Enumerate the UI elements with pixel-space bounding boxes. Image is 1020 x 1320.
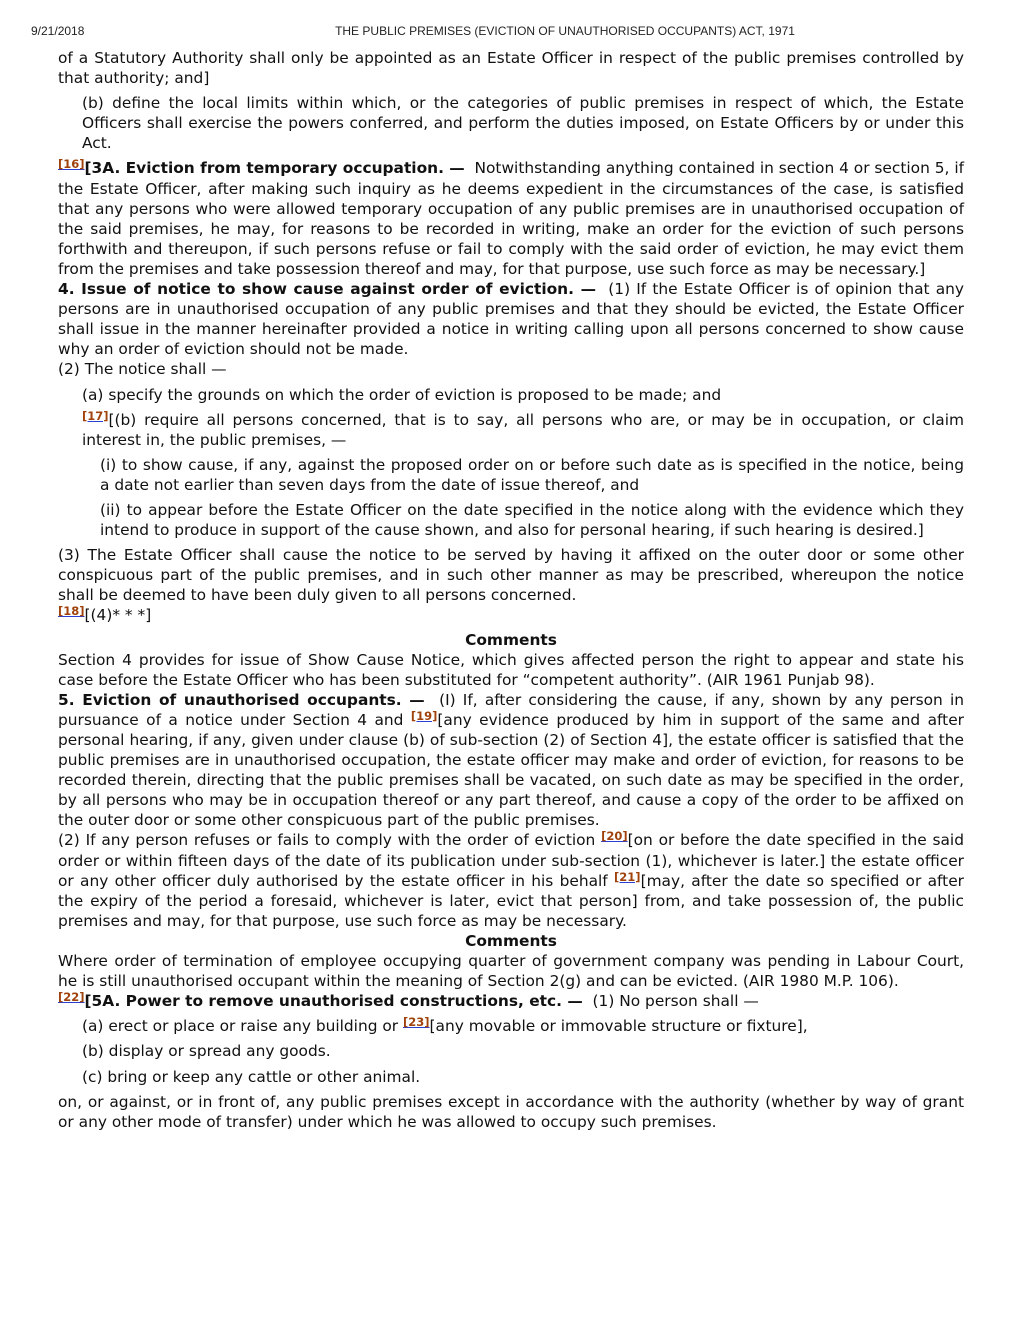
section-3a-text: Notwithstanding anything contained in section 4 or section 5, if the Estate Officer, after making such inquiry as he deems expedient in the circumstances of the case, is satisfied that any persons who were allowed temporary occupation of any public premises are in unauthorised occupation of the said premises, he may, for reasons to be recorded in writing, make an order for the eviction of such persons forthwith and thereupon, if such persons refuse or fail to comply with the said order of eviction, he may evict them from the premises and take possession thereof and may, for that purpose, use such force as may be necessary.] bbox=[58, 159, 965, 278]
footnote-18 bbox=[58, 604, 85, 618]
comments-heading: Comments bbox=[465, 931, 557, 950]
section-5-sub2: (2) If any person refuses or fails to comply with the order of eviction [20][on or before the date specified in the said order or within fifteen days of the date of its publication under sub-section (1), whichever is later.] the estate officer or any other officer duly authorised by the estate officer in his behalf [21][may, after the date so specified or after the expiry of the period a foresaid, whichever is later, evict that person] from, and take possession of, the public premises and may, for that purpose, use such force as may be necessary. bbox=[58, 829, 964, 930]
footnote-link-21[interactable]: [21] bbox=[614, 869, 641, 884]
footnote-22 bbox=[58, 990, 85, 1004]
section-4-subclause-ii: (ii) to appear before the Estate Officer on the date specified in the notice along with the evidence which they intend to produce in support of the cause shown, and also for personal hearing, if such hearing is desired.] bbox=[100, 500, 964, 540]
section-5a: [22][5A. Power to remove unauthorised constructions, etc. — (1) No person shall — bbox=[58, 990, 759, 1011]
section-5a-tail: on, or against, or in front of, any public premises except in accordance with the authority (whether by way of grant or any other mode of transfer) under which he was allowed to occupy such premises. bbox=[58, 1092, 964, 1131]
section-5a-clause-b: (b) display or spread any goods. bbox=[82, 1042, 331, 1061]
section-5: 5. Eviction of unauthorised occupants. — (I) If, after considering the cause, if any, shown by any person in pursuance of a notice under Section 4 and [19][any evidence produced by him in support of the same and after personal hearing, if any, given under clause (b) of sub-section (2) of Section 4], the estate officer is satisfied that the public premises are in unauthorised occupation, the estate officer may make and order of eviction, for reasons to be recorded therein, directing that the public premises shall be vacated, on such date as may be specified in the order, by all persons who may be in occupation thereof or any part thereof, and cause a copy of the order to be affixed on the outer door or some other conspicuous part of the public premises. bbox=[58, 690, 964, 830]
footnote-23 bbox=[403, 1015, 430, 1029]
footnote-17 bbox=[82, 409, 109, 423]
section-4-heading: 4. Issue of notice to show cause against order of eviction. — bbox=[58, 280, 596, 299]
print-date: 9/21/2018 bbox=[31, 24, 85, 38]
section-5a-clause-c: (c) bring or keep any cattle or other animal. bbox=[82, 1067, 421, 1086]
footnote-link-17[interactable]: [17] bbox=[82, 408, 109, 423]
footnote-link-23[interactable]: [23] bbox=[403, 1015, 430, 1030]
section-4 bbox=[58, 279, 964, 359]
page-header bbox=[0, 24, 1020, 40]
footnote-link-19[interactable]: [19] bbox=[410, 708, 438, 723]
section-4-sub3: (3) The Estate Officer shall cause the notice to be served by having it affixed on the outer door or some other conspicuous part of the public premises, and in such other manner as may be prescribed, whereupon the notice shall be deemed to have been duly given to all persons concerned. bbox=[58, 546, 964, 605]
section-4-sub4: [18][(4)* * *] bbox=[58, 604, 152, 625]
footnote-19 bbox=[411, 709, 438, 723]
section-3a bbox=[58, 158, 964, 279]
footnote-link-18[interactable]: [18] bbox=[58, 604, 85, 619]
footnote-20 bbox=[601, 829, 628, 843]
footnote-21 bbox=[614, 870, 641, 884]
comments-text: Where order of termination of employee occupying quarter of government company was pending in Labour Court, he is still unauthorised occupant within the meaning of Section 2(g) and can be evicted. (AIR 1980 M.P. 106). bbox=[58, 952, 964, 991]
document-body bbox=[58, 48, 964, 1132]
comments-text: Section 4 provides for issue of Show Cause Notice, which gives affected person the right to appear and state his case before the Estate Officer who has been substituted for “competent authority”. (AIR 1961 Punjab 98). bbox=[58, 650, 964, 689]
comments-heading: Comments bbox=[465, 630, 557, 649]
section-4-text: (1) If the Estate Officer is of opinion that any persons are in unauthorised occupation of any public premises and that they should be evicted, the Estate Officer shall issue in the manner hereinafter provided a notice in writing calling upon all persons concerned to show cause why an order of eviction should not be made. bbox=[58, 280, 964, 359]
section-4-sub2: (2) The notice shall — bbox=[58, 360, 227, 379]
section-5-heading: 5. Eviction of unauthorised occupants. — bbox=[58, 690, 425, 709]
footnote-link-20[interactable]: [20] bbox=[601, 829, 628, 844]
document-title: THE PUBLIC PREMISES (EVICTION OF UNAUTHORISED OCCUPANTS) ACT, 1971 bbox=[335, 24, 795, 38]
clause-b-estate-officers: (b) define the local limits within which, or the categories of public premises in respect of which, the Estate Officers shall exercise the powers conferred, and perform the duties imposed, on Estate Officers by or under this Act. bbox=[82, 94, 964, 153]
footnote-16 bbox=[58, 157, 85, 171]
footnote-link-16[interactable]: [16] bbox=[58, 157, 85, 172]
paragraph-continuation: of a Statutory Authority shall only be appointed as an Estate Officer in respect of the public premises controlled by that authority; and] bbox=[58, 49, 964, 88]
footnote-link-22[interactable]: [22] bbox=[58, 990, 85, 1005]
section-5a-heading: [5A. Power to remove unauthorised constructions, etc. — bbox=[84, 992, 583, 1011]
section-4-clause-a: (a) specify the grounds on which the order of eviction is proposed to be made; and bbox=[82, 385, 722, 404]
section-3a-heading: [3A. Eviction from temporary occupation. — bbox=[84, 159, 465, 178]
section-4-subclause-i: (i) to show cause, if any, against the proposed order on or before such date as is specified in the notice, being a date not earlier than seven days from the date of issue thereof, and bbox=[100, 455, 964, 494]
section-5a-clause-a: (a) erect or place or raise any building or [23][any movable or immovable structure or fixture], bbox=[82, 1015, 808, 1036]
section-4-clause-b: [17][(b) require all persons concerned, that is to say, all persons who are, or may be in occupation, or claim interest in, the public premises, — bbox=[82, 408, 964, 449]
